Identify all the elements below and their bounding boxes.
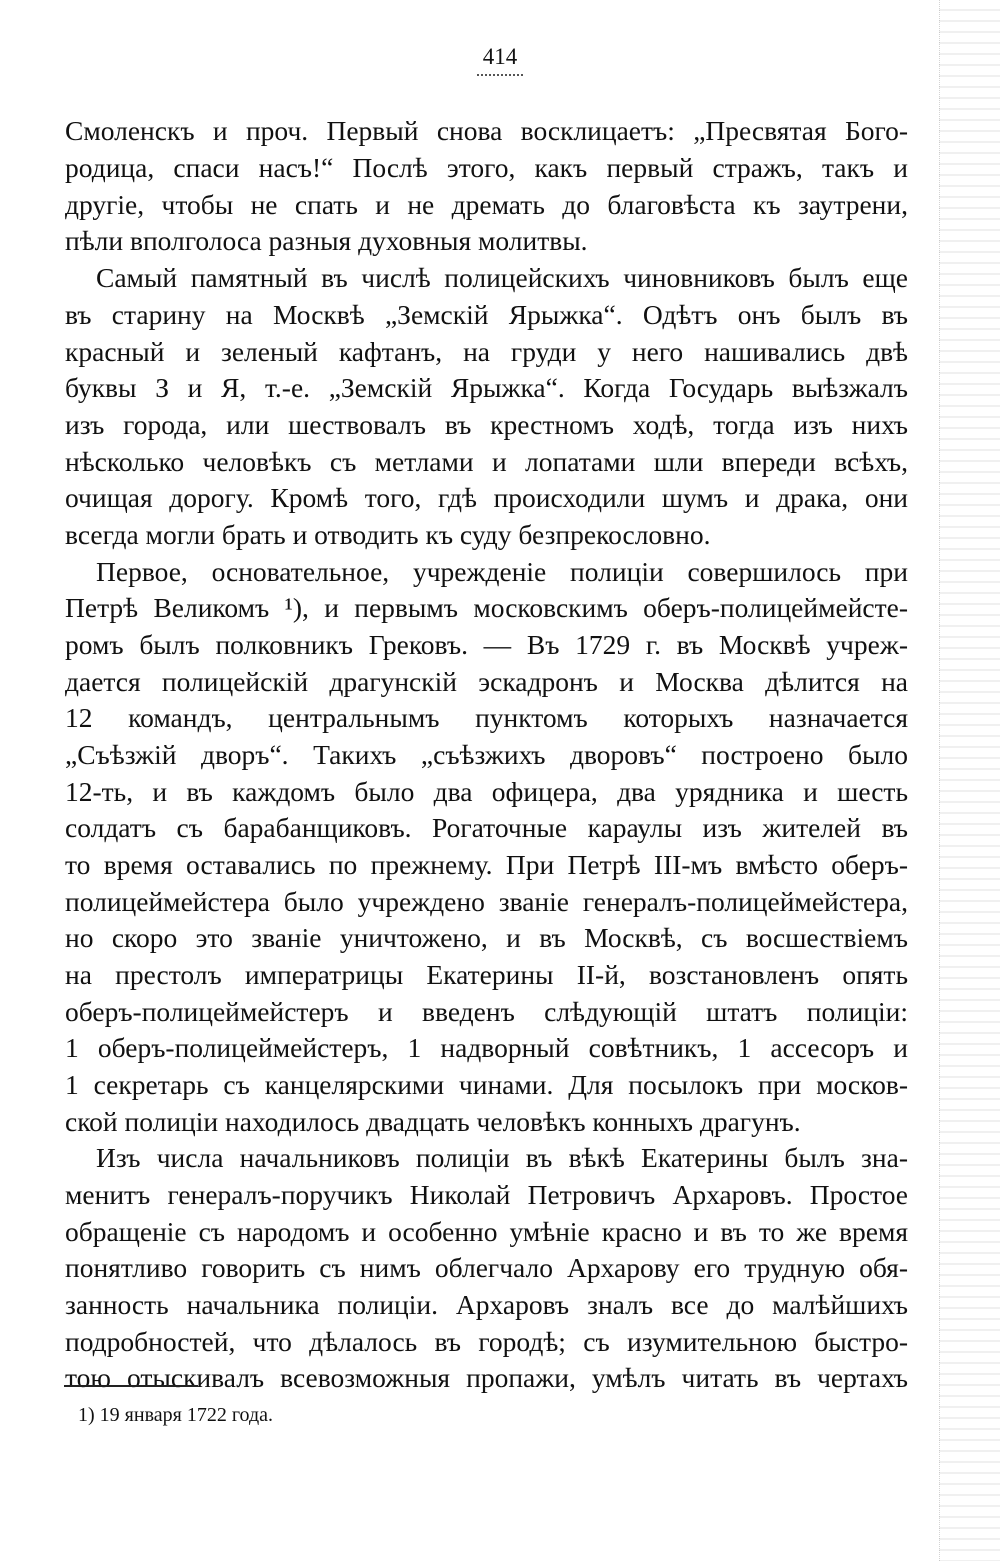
text-line: менитъ генералъ-поручикъ Николай Петровичъ Архаровъ. Простое: [65, 1179, 908, 1210]
text-line: тою отыскивалъ всевозможныя пропажи, умѣлъ читать въ чертахъ: [65, 1362, 908, 1393]
text-line: Первое, основательное, учрежденіе полиціи совершилось при: [96, 556, 908, 587]
text-line: 12 командъ, центральнымъ пунктомъ которыхъ назначается: [65, 702, 908, 733]
page-number: [0, 44, 1000, 76]
text-line: ской полиціи находилось двадцать человѣкъ конныхъ драгунъ.: [65, 1106, 801, 1137]
text-line: изъ города, или шествовалъ въ крестномъ ходѣ, тогда изъ нихъ: [65, 409, 908, 440]
text-line: буквы З и Я, т.-е. „Земскій Ярыжка“. Когда Государь выѣзжалъ: [65, 372, 908, 403]
text-line: 12-ть, и въ каждомъ было два офицера, два урядника и шесть: [65, 776, 908, 807]
text-line: Смоленскъ и проч. Первый снова восклицаетъ: „Пресвятая Бого-: [65, 115, 908, 146]
text-line: 1 оберъ-полицеймейстеръ, 1 надворный совѣтникъ, 1 ассесоръ и: [65, 1032, 908, 1063]
text-line: понятливо говорить съ нимъ облегчало Архарову его трудную обя-: [65, 1252, 908, 1283]
footnote-rule: [64, 1385, 198, 1387]
text-line: всегда могли брать и отводить къ суду безпрекословно.: [65, 519, 711, 550]
text-line: занность начальника полиціи. Архаровъ зналъ все до малѣйшихъ: [65, 1289, 908, 1320]
text-line: Изъ числа начальниковъ полиціи въ вѣкѣ Екатерины былъ зна-: [96, 1142, 908, 1173]
footnote: 1) 19 января 1722 года.: [78, 1404, 273, 1426]
text-line: очищая дорогу. Кромѣ того, гдѣ происходили шумъ и драка, они: [65, 482, 908, 513]
text-line: подробностей, что дѣлалось въ городѣ; съ изумительною быстро-: [65, 1326, 908, 1357]
text-line: нѣсколько человѣкъ съ метлами и лопатами шли впереди всѣхъ,: [65, 446, 908, 477]
text-line: но скоро это званіе уничтожено, и въ Москвѣ, съ восшествіемъ: [65, 922, 908, 953]
text-line: Петрѣ Великомъ ¹), и первымъ московскимъ оберъ-полицеймейсте-: [65, 592, 908, 623]
page-number-text: 414: [477, 44, 524, 76]
text-line: солдатъ съ барабанщиковъ. Рогаточные караулы изъ жителей въ: [65, 812, 908, 843]
text-line: ромъ былъ полковникъ Грековъ. — Въ 1729 г. въ Москвѣ учреж-: [65, 629, 908, 660]
text-line: обращеніе съ народомъ и особенно умѣніе красно и въ то же время: [65, 1216, 908, 1247]
text-line: то время оставались по прежнему. При Петрѣ III-мъ вмѣсто оберъ-: [65, 849, 908, 880]
scan-edge-noise: [939, 0, 1000, 1561]
text-line: въ старину на Москвѣ „Земскій Ярыжка“. Одѣтъ онъ былъ въ: [65, 299, 908, 330]
text-line: оберъ-полицеймейстеръ и введенъ слѣдующій штатъ полиціи:: [65, 996, 908, 1027]
text-line: Самый памятный въ числѣ полицейскихъ чиновниковъ былъ еще: [96, 262, 908, 293]
text-line: полицеймейстера было учреждено званіе генералъ-полицеймейстера,: [65, 886, 908, 917]
text-line: другіе, чтобы не спать и не дремать до благовѣста къ заутрени,: [65, 189, 908, 220]
text-line: красный и зеленый кафтанъ, на груди у него нашивались двѣ: [65, 336, 908, 367]
text-line: дается полицейскій драгунскій эскадронъ и Москва дѣлится на: [65, 666, 908, 697]
text-line: родица, спаси насъ!“ Послѣ этого, какъ первый стражъ, такъ и: [65, 152, 908, 183]
text-line: на престолъ императрицы Екатерины II-й, возстановленъ опять: [65, 959, 908, 990]
text-line: 1 секретарь съ канцелярскими чинами. Для посылокъ при москов-: [65, 1069, 908, 1100]
text-line: пѣли вполголоса разныя духовныя молитвы.: [65, 225, 588, 256]
text-line: „Съѣзжій дворъ“. Такихъ „съѣзжихъ дворовъ“ построено было: [65, 739, 908, 770]
